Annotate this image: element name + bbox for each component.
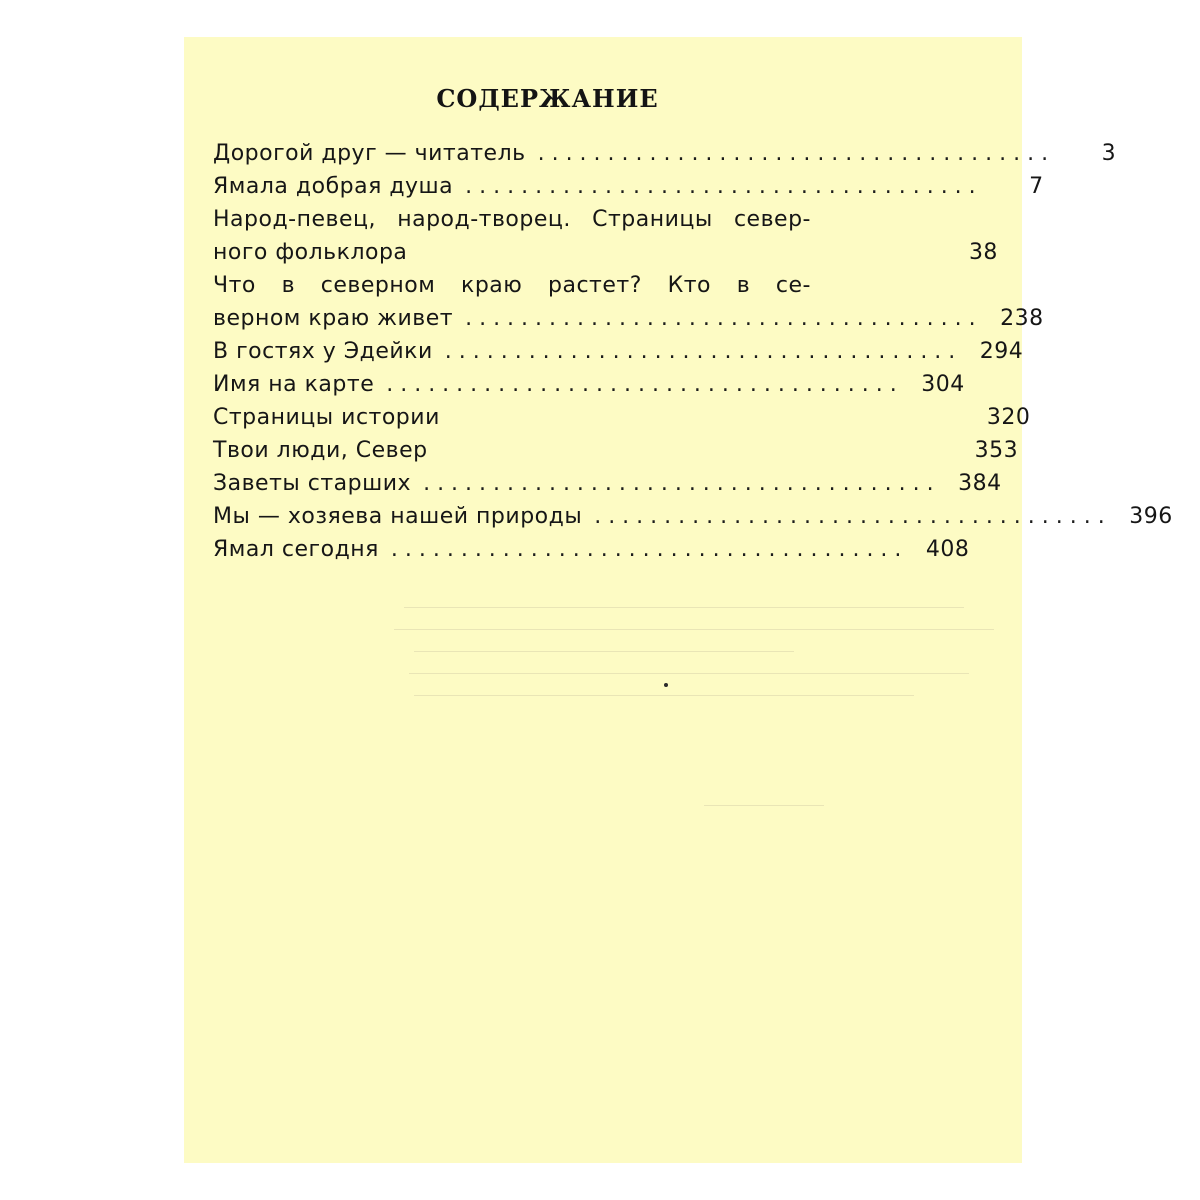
toc-entry <box>213 302 1044 335</box>
toc-page-number: 396 <box>1129 504 1173 529</box>
toc-entry-title: ного фольклора <box>213 240 408 265</box>
show-through-line <box>409 673 969 674</box>
toc-page-number: 38 <box>968 240 998 265</box>
dot-leader: . . . . . . . . . . . . . . . . . . . . . . . . . . . . . . . . . . . . . <box>594 504 1105 529</box>
page-title: СОДЕРЖАНИЕ <box>436 84 659 113</box>
show-through-line <box>414 695 914 696</box>
toc-entry-title: Страницы истории <box>213 405 440 430</box>
toc-entry <box>213 533 970 566</box>
toc-page-number: 238 <box>1000 306 1044 331</box>
dot-leader: . . . . . . . . . . . . . . . . . . . . . . . . . . . . . . . . . . . . . <box>465 174 976 199</box>
toc-page-number: 294 <box>979 339 1024 364</box>
toc-entry-title: В гостях у Эдейки <box>213 339 433 364</box>
toc-entry <box>213 236 998 269</box>
toc-entry-title: Дорогой друг — читатель <box>213 141 526 166</box>
toc-page-number: 384 <box>958 471 1002 496</box>
dot-leader: . . . . . . . . . . . . . . . . . . . . . . . . . . . . . . . . . . . . . <box>444 339 956 364</box>
toc-entry-title: верном краю живет <box>213 306 454 331</box>
toc-entry <box>213 368 965 401</box>
toc-entry-line: Что в северном краю растет? Кто в се- <box>213 273 811 298</box>
toc-entry-title: Ямал сегодня <box>213 537 379 562</box>
toc-entry <box>213 500 1173 533</box>
toc-entry-title: Ямала добрая душа <box>213 174 454 199</box>
dot-leader: . . . . . . . . . . . . . . . . . . . . . . . . . . . . . . . . . . . . . <box>537 141 1049 166</box>
dot-leader: . . . . . . . . . . . . . . . . . . . . . . . . . . . . . . . . . . . . . <box>423 471 934 496</box>
toc-page-number: 3 <box>1101 141 1117 166</box>
show-through-line <box>704 805 824 806</box>
toc-page-number: 304 <box>921 372 965 397</box>
toc-page-number: 320 <box>986 405 1031 430</box>
dot-leader: . . . . . . . . . . . . . . . . . . . . . . . . . . . . . . . . . . . . . <box>390 537 902 562</box>
toc-entry-line: Народ-певец, народ-творец. Страницы север- <box>213 207 811 232</box>
toc-entry-title: Твои люди, Север <box>213 438 428 463</box>
toc-entry <box>213 434 1019 467</box>
ink-speck <box>664 683 668 687</box>
toc-entry <box>213 467 1002 500</box>
show-through-line <box>394 629 994 630</box>
toc-entry-title: Имя на карте <box>213 372 375 397</box>
toc-entry-title: Заветы старших <box>213 471 412 496</box>
dot-leader: . . . . . . . . . . . . . . . . . . . . . . . . . . . . . . . . . . . . . <box>386 372 897 397</box>
dot-leader: . . . . . . . . . . . . . . . . . . . . . . . . . . . . . . . . . . . . . <box>465 306 976 331</box>
book-page <box>184 37 1173 1163</box>
toc-page-number: 353 <box>974 438 1019 463</box>
show-through-line <box>404 607 964 608</box>
toc-entry <box>213 137 1117 170</box>
table-of-contents <box>213 137 1173 566</box>
toc-entry <box>213 170 1044 203</box>
toc-entry <box>213 335 1024 368</box>
toc-page-number: 7 <box>1029 174 1044 199</box>
toc-page-number: 408 <box>925 537 970 562</box>
toc-entry-title: Мы — хозяева нашей природы <box>213 504 583 529</box>
show-through-line <box>414 651 794 652</box>
toc-entry <box>213 401 1031 434</box>
